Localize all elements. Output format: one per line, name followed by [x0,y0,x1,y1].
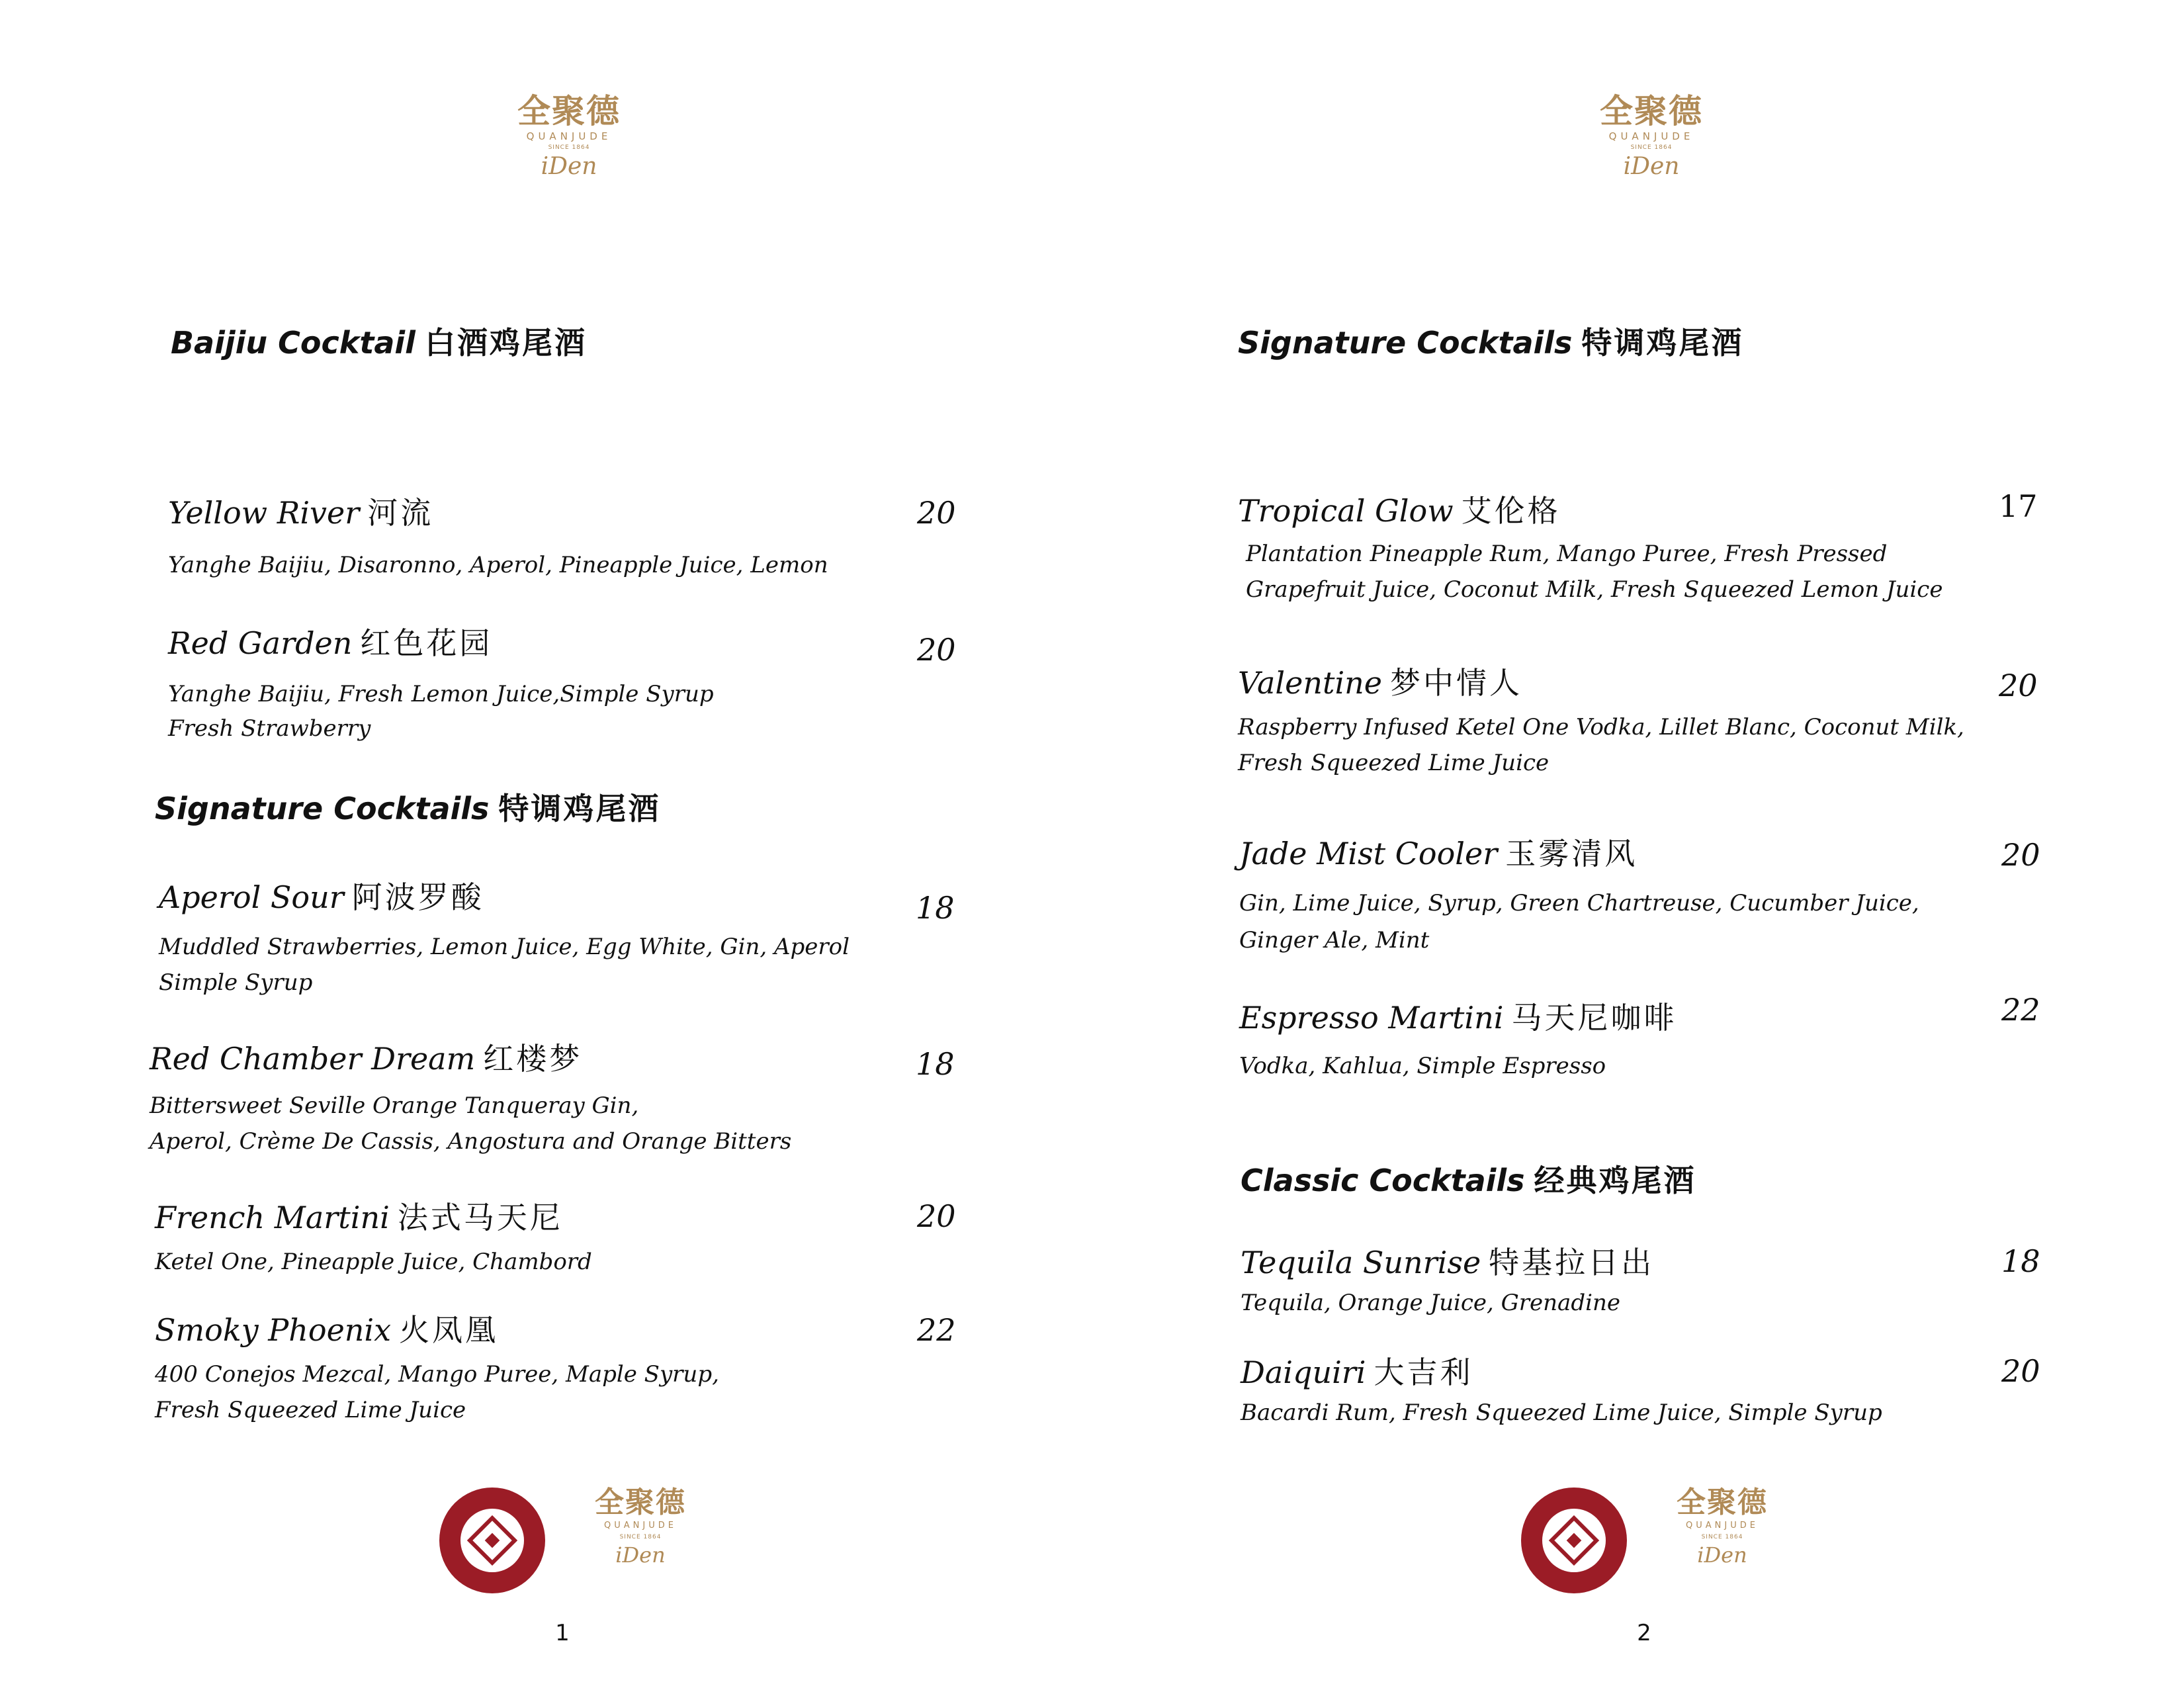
item-name [1239,834,1919,873]
brand-logo-footer [1656,1486,1788,1568]
item-price: 22 [917,1312,956,1348]
heritage-emblem [1521,1488,1627,1593]
item-name [168,623,714,663]
brand-since: SINCE 1864 [1701,1534,1743,1540]
item-name-en: Red Garden [168,625,353,661]
menu-item [168,623,714,748]
page-number: 2 [1637,1620,1651,1646]
item-name-en: Valentine [1238,665,1383,701]
item-description-line2: Fresh Squeezed Lime Juice [155,1397,466,1423]
menu-item [1239,998,1677,1085]
item-name [1239,998,1677,1038]
menu-page-2 [1092,0,2184,1688]
brand-name-cn: 全聚德 [1600,91,1703,130]
brand-logo-top [1552,93,1751,199]
menu-item [1239,834,1919,959]
item-name-en: Aperol Sour [159,879,344,915]
item-name-en: Tropical Glow [1238,493,1454,529]
item-description: Yanghe Baijiu, Disaronno, Aperol, Pineapple Juice, Lemon [168,552,828,578]
menu-item [168,493,828,584]
item-name-en: Smoky Phoenix [155,1312,392,1348]
item-description: 400 Conejos Mezcal, Mango Puree, Maple Syrup, [155,1361,719,1388]
item-name-cn: 马天尼咖啡 [1511,1000,1677,1036]
item-price: 20 [2001,837,2040,873]
section-title-baijiu [171,323,587,363]
item-price: 18 [2001,1243,2040,1279]
menu-item [1238,663,1964,782]
section-title-en: Classic Cocktails [1241,1163,1525,1198]
item-description: Bittersweet Seville Orange Tanqueray Gin, [150,1092,639,1119]
brand-name-cn: 全聚德 [517,91,621,130]
item-price: 18 [916,890,955,926]
brand-name-en: QUANJUDE [1686,1521,1759,1531]
item-name-en: Jade Mist Cooler [1239,836,1498,871]
item-name [1238,663,1964,703]
item-price: 17 [1999,488,2038,524]
brand-sub: iDen [615,1542,666,1568]
item-price: 20 [917,495,956,531]
menu-item [150,1039,791,1161]
item-name-cn: 法式马天尼 [397,1200,563,1235]
item-price: 20 [917,632,956,668]
section-title-signature [1238,323,1743,363]
brand-logo-footer [574,1486,707,1568]
emblem-circle-icon [439,1488,545,1593]
item-name-cn: 火凤凰 [399,1312,499,1348]
section-title-signature [155,789,660,828]
brand-sub: iDen [1623,153,1680,180]
item-description: Muddled Strawberries, Lemon Juice, Egg White, Gin, Aperol [159,934,850,960]
item-name [155,1310,719,1350]
brand-name-cn: 全聚德 [595,1486,686,1519]
item-name-cn: 红色花园 [360,625,493,661]
item-name-en: Espresso Martini [1239,1000,1504,1036]
item-name [155,1198,592,1237]
item-description-line2: Fresh Strawberry [168,715,371,742]
item-price: 18 [916,1046,955,1082]
menu-item [155,1198,592,1281]
section-title-cn: 特调鸡尾酒 [498,791,661,826]
section-title-cn: 白酒鸡尾酒 [424,325,587,361]
item-description-line2: Ginger Ale, Mint [1239,927,1430,954]
item-name [150,1039,791,1079]
item-name [1241,1353,1882,1392]
menu-item [1241,1243,1654,1322]
item-description: Ketel One, Pineapple Juice, Chambord [155,1249,592,1275]
item-description: Yanghe Baijiu, Fresh Lemon Juice,Simple Syrup [168,681,714,707]
item-description-line2: Grapefruit Juice, Coconut Milk, Fresh Squeezed Lemon Juice [1246,576,1943,603]
brand-name-cn: 全聚德 [1677,1486,1768,1519]
item-name-cn: 玉雾清风 [1505,836,1638,871]
brand-sub: iDen [541,153,597,180]
section-title-classic [1241,1161,1696,1200]
brand-since: SINCE 1864 [548,144,590,151]
item-name-cn: 阿波罗酸 [351,879,484,915]
item-name-cn: 特基拉日出 [1489,1245,1655,1280]
item-name-en: Daiquiri [1241,1355,1366,1390]
item-description-line2: Aperol, Crème De Cassis, Angostura and Orange Bitters [150,1128,792,1155]
item-name-en: Red Chamber Dream [150,1041,476,1077]
item-name-cn: 河流 [367,495,434,531]
brand-sub: iDen [1697,1542,1747,1568]
item-price: 20 [1999,668,2038,703]
menu-item [1238,491,1943,609]
brand-name-en: QUANJUDE [526,130,612,142]
item-price: 20 [2001,1353,2040,1389]
item-name-en: French Martini [155,1200,390,1235]
item-name [168,493,828,533]
item-name-cn: 梦中情人 [1390,665,1523,701]
menu-item [1241,1353,1882,1432]
item-price: 20 [917,1198,956,1234]
item-description: Vodka, Kahlua, Simple Espresso [1239,1053,1606,1079]
section-title-cn: 经典鸡尾酒 [1534,1163,1696,1198]
item-description: Plantation Pineapple Rum, Mango Puree, Fresh Pressed [1246,541,1888,567]
item-name-en: Tequila Sunrise [1241,1245,1481,1280]
item-description: Tequila, Orange Juice, Grenadine [1241,1290,1620,1316]
item-description: Gin, Lime Juice, Syrup, Green Chartreuse, Cucumber Juice, [1239,890,1919,916]
heritage-emblem [439,1488,545,1593]
brand-since: SINCE 1864 [619,1534,662,1540]
section-title-en: Signature Cocktails [1238,325,1573,361]
section-title-en: Baijiu Cocktail [171,325,415,361]
brand-since: SINCE 1864 [1630,144,1673,151]
item-name-cn: 红楼梦 [483,1041,583,1077]
brand-name-en: QUANJUDE [604,1521,677,1531]
section-title-cn: 特调鸡尾酒 [1581,325,1744,361]
item-name [1238,491,1943,531]
item-name-en: Yellow River [168,495,360,531]
menu-item [159,877,850,1002]
item-name [1241,1243,1654,1282]
section-title-en: Signature Cocktails [155,791,490,826]
item-name-cn: 艾伦格 [1461,493,1561,529]
menu-item [155,1310,719,1429]
item-description-line2: Simple Syrup [159,969,313,996]
brand-name-en: QUANJUDE [1608,130,1694,142]
page-number: 1 [555,1620,570,1646]
item-name-cn: 大吉利 [1374,1355,1473,1390]
brand-logo-top [470,93,668,199]
item-price: 22 [2001,992,2040,1028]
item-description: Bacardi Rum, Fresh Squeezed Lime Juice, Simple Syrup [1241,1399,1882,1426]
item-name [159,877,850,917]
item-description: Raspberry Infused Ketel One Vodka, Lillet Blanc, Coconut Milk, [1238,714,1964,740]
item-description-line2: Fresh Squeezed Lime Juice [1238,750,1550,776]
emblem-circle-icon [1521,1488,1627,1593]
